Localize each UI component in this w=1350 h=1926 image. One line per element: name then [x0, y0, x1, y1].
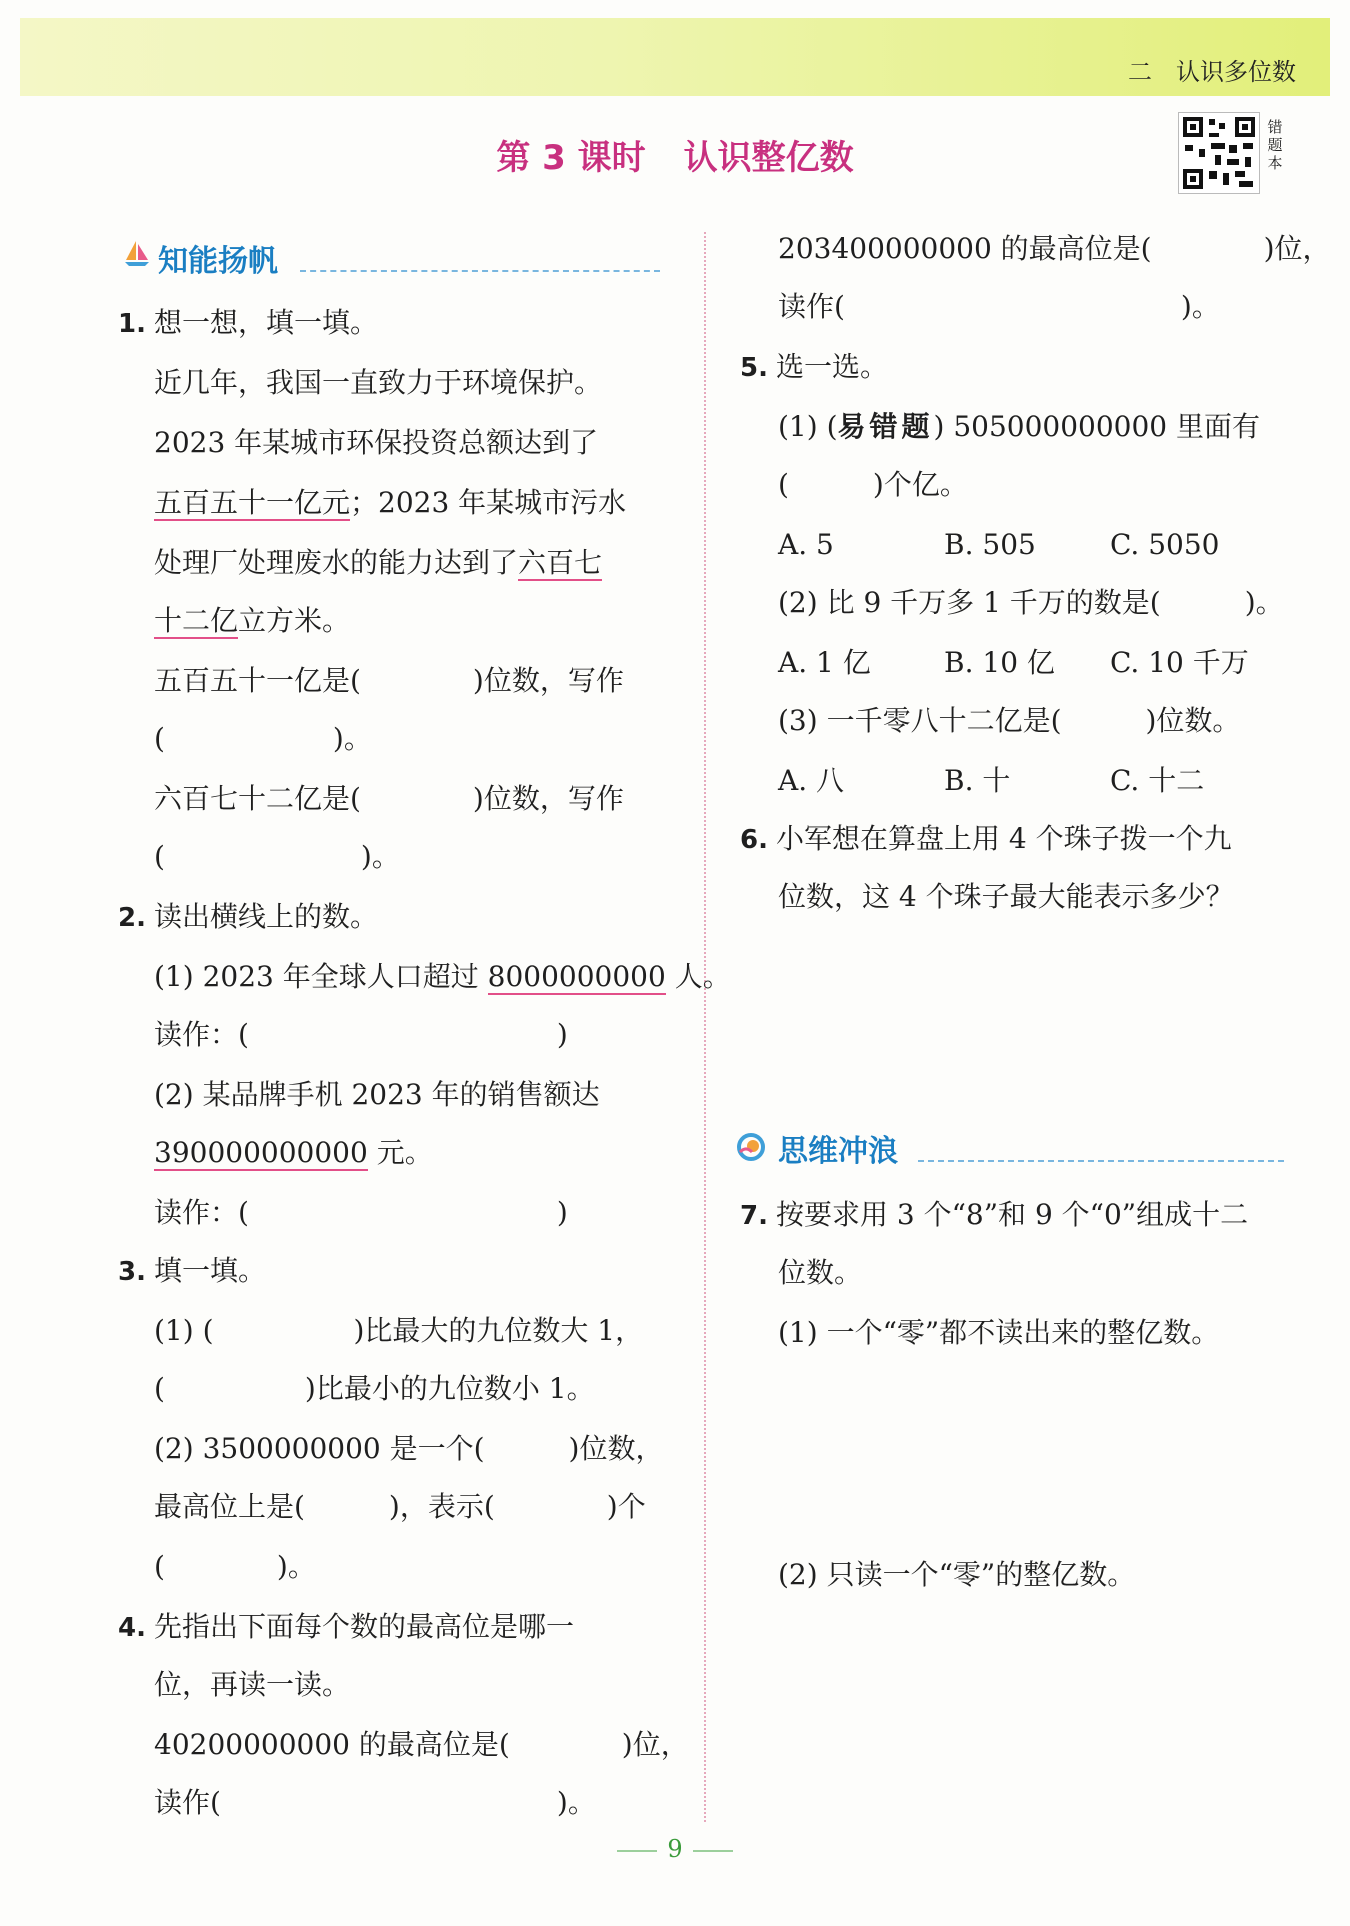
qr-code-icon[interactable]: [1178, 112, 1260, 194]
option[interactable]: B. 十: [944, 764, 1011, 797]
q3-line[interactable]: ( )比最小的九位数小 1。: [154, 1372, 595, 1405]
q5-sub2[interactable]: (2) 比 9 千万多 1 千万的数是( )。: [778, 586, 1284, 619]
lesson-label: 第 3 课时: [496, 138, 646, 178]
option[interactable]: A. 1 亿: [778, 646, 871, 679]
option[interactable]: B. 505: [944, 528, 1036, 561]
q2-sub2-number: 390000000000 元。: [154, 1136, 433, 1169]
q1-text: 处理厂处理废水的能力达到了六百七: [154, 546, 603, 579]
q3-line[interactable]: (2) 3500000000 是一个( )位数，: [154, 1432, 664, 1465]
q1-answer-line[interactable]: 六百七十二亿是( )位数，写作: [154, 782, 624, 815]
q3-line[interactable]: (1) ( )比最大的九位数大 1，: [154, 1314, 644, 1347]
section-zhineng: 知能扬帆: [158, 244, 278, 279]
q7-sub1: (1) 一个“零”都不读出来的整亿数。: [778, 1316, 1220, 1349]
option[interactable]: A. 八: [778, 764, 845, 797]
q6-text: 位数，这 4 个珠子最大能表示多少？: [778, 880, 1234, 913]
q1-prompt: 1. 想一想，填一填。: [118, 306, 379, 339]
q5-sub1: (1) (易错题) 505000000000 里面有: [778, 410, 1261, 443]
q5-options1[interactable]: [778, 528, 1219, 562]
section-siwei: 思维冲浪: [778, 1134, 898, 1169]
section-rule: [300, 270, 660, 272]
q1-text: 五百五十一亿元；2023 年某城市污水: [154, 486, 627, 519]
q5-prompt: 5. 选一选。: [740, 350, 889, 383]
q1-text: 十二亿立方米。: [154, 604, 351, 637]
tricky-tag: 易错题: [837, 410, 934, 443]
q7-text: 位数。: [778, 1256, 863, 1289]
q1-text: 近几年，我国一直致力于环境保护。: [154, 366, 603, 399]
lesson-name: 认识整亿数: [683, 138, 854, 178]
q6-text: 6. 小军想在算盘上用 4 个珠子拨一个九: [740, 822, 1232, 855]
q7-text: 7. 按要求用 3 个“8”和 9 个“0”组成十二: [740, 1198, 1249, 1231]
option[interactable]: C. 十二: [1110, 764, 1205, 797]
option[interactable]: A. 5: [778, 528, 834, 561]
q1-answer-line[interactable]: ( )。: [154, 722, 372, 755]
q3-prompt: 3. 填一填。: [118, 1254, 267, 1287]
q5-sub3[interactable]: (3) 一千零八十二亿是( )位数。: [778, 704, 1241, 737]
option[interactable]: C. 5050: [1110, 528, 1220, 561]
q5-sub1-blank[interactable]: ( )个亿。: [778, 468, 968, 501]
q2-sub1: (1) 2023 年全球人口超过 8000000000 人。: [154, 960, 731, 993]
page-number: 9: [0, 1835, 1350, 1863]
section-rule: [918, 1160, 1284, 1162]
option[interactable]: C. 10 千万: [1110, 646, 1249, 679]
q2-sub2: (2) 某品牌手机 2023 年的销售额达: [154, 1078, 600, 1111]
q1-answer-line[interactable]: 五百五十一亿是( )位数，写作: [154, 664, 624, 697]
q4-line[interactable]: 40200000000 的最高位是( )位，: [154, 1728, 689, 1761]
q4-prompt: 4. 先指出下面每个数的最高位是哪一: [118, 1610, 575, 1643]
wave-icon: [736, 1132, 766, 1162]
q4-line[interactable]: 读作( )。: [778, 290, 1220, 323]
lesson-title: [0, 130, 1350, 179]
qr-label: 错题本: [1267, 118, 1283, 172]
q2-read2[interactable]: 读作：( ): [154, 1196, 568, 1229]
q2-read1[interactable]: 读作：( ): [154, 1018, 568, 1051]
q4-line[interactable]: 203400000000 的最高位是( )位，: [778, 232, 1331, 265]
q7-sub2: (2) 只读一个“零”的整亿数。: [778, 1558, 1136, 1591]
sailboat-icon: [122, 238, 152, 268]
q5-options3[interactable]: [778, 764, 1204, 798]
column-divider: [704, 232, 706, 1822]
header-section-title: 二 认识多位数: [1128, 58, 1296, 86]
q3-line[interactable]: 最高位上是( )，表示( )个: [154, 1490, 646, 1523]
q1-answer-line[interactable]: ( )。: [154, 840, 400, 873]
q1-text: 2023 年某城市环保投资总额达到了: [154, 426, 599, 459]
q5-options2[interactable]: [778, 646, 1249, 680]
q2-prompt: 2. 读出横线上的数。: [118, 900, 379, 933]
q4-line[interactable]: 读作( )。: [154, 1786, 596, 1819]
option[interactable]: B. 10 亿: [944, 646, 1055, 679]
q3-line[interactable]: ( )。: [154, 1550, 316, 1583]
q4-prompt2: 位，再读一读。: [154, 1668, 351, 1701]
